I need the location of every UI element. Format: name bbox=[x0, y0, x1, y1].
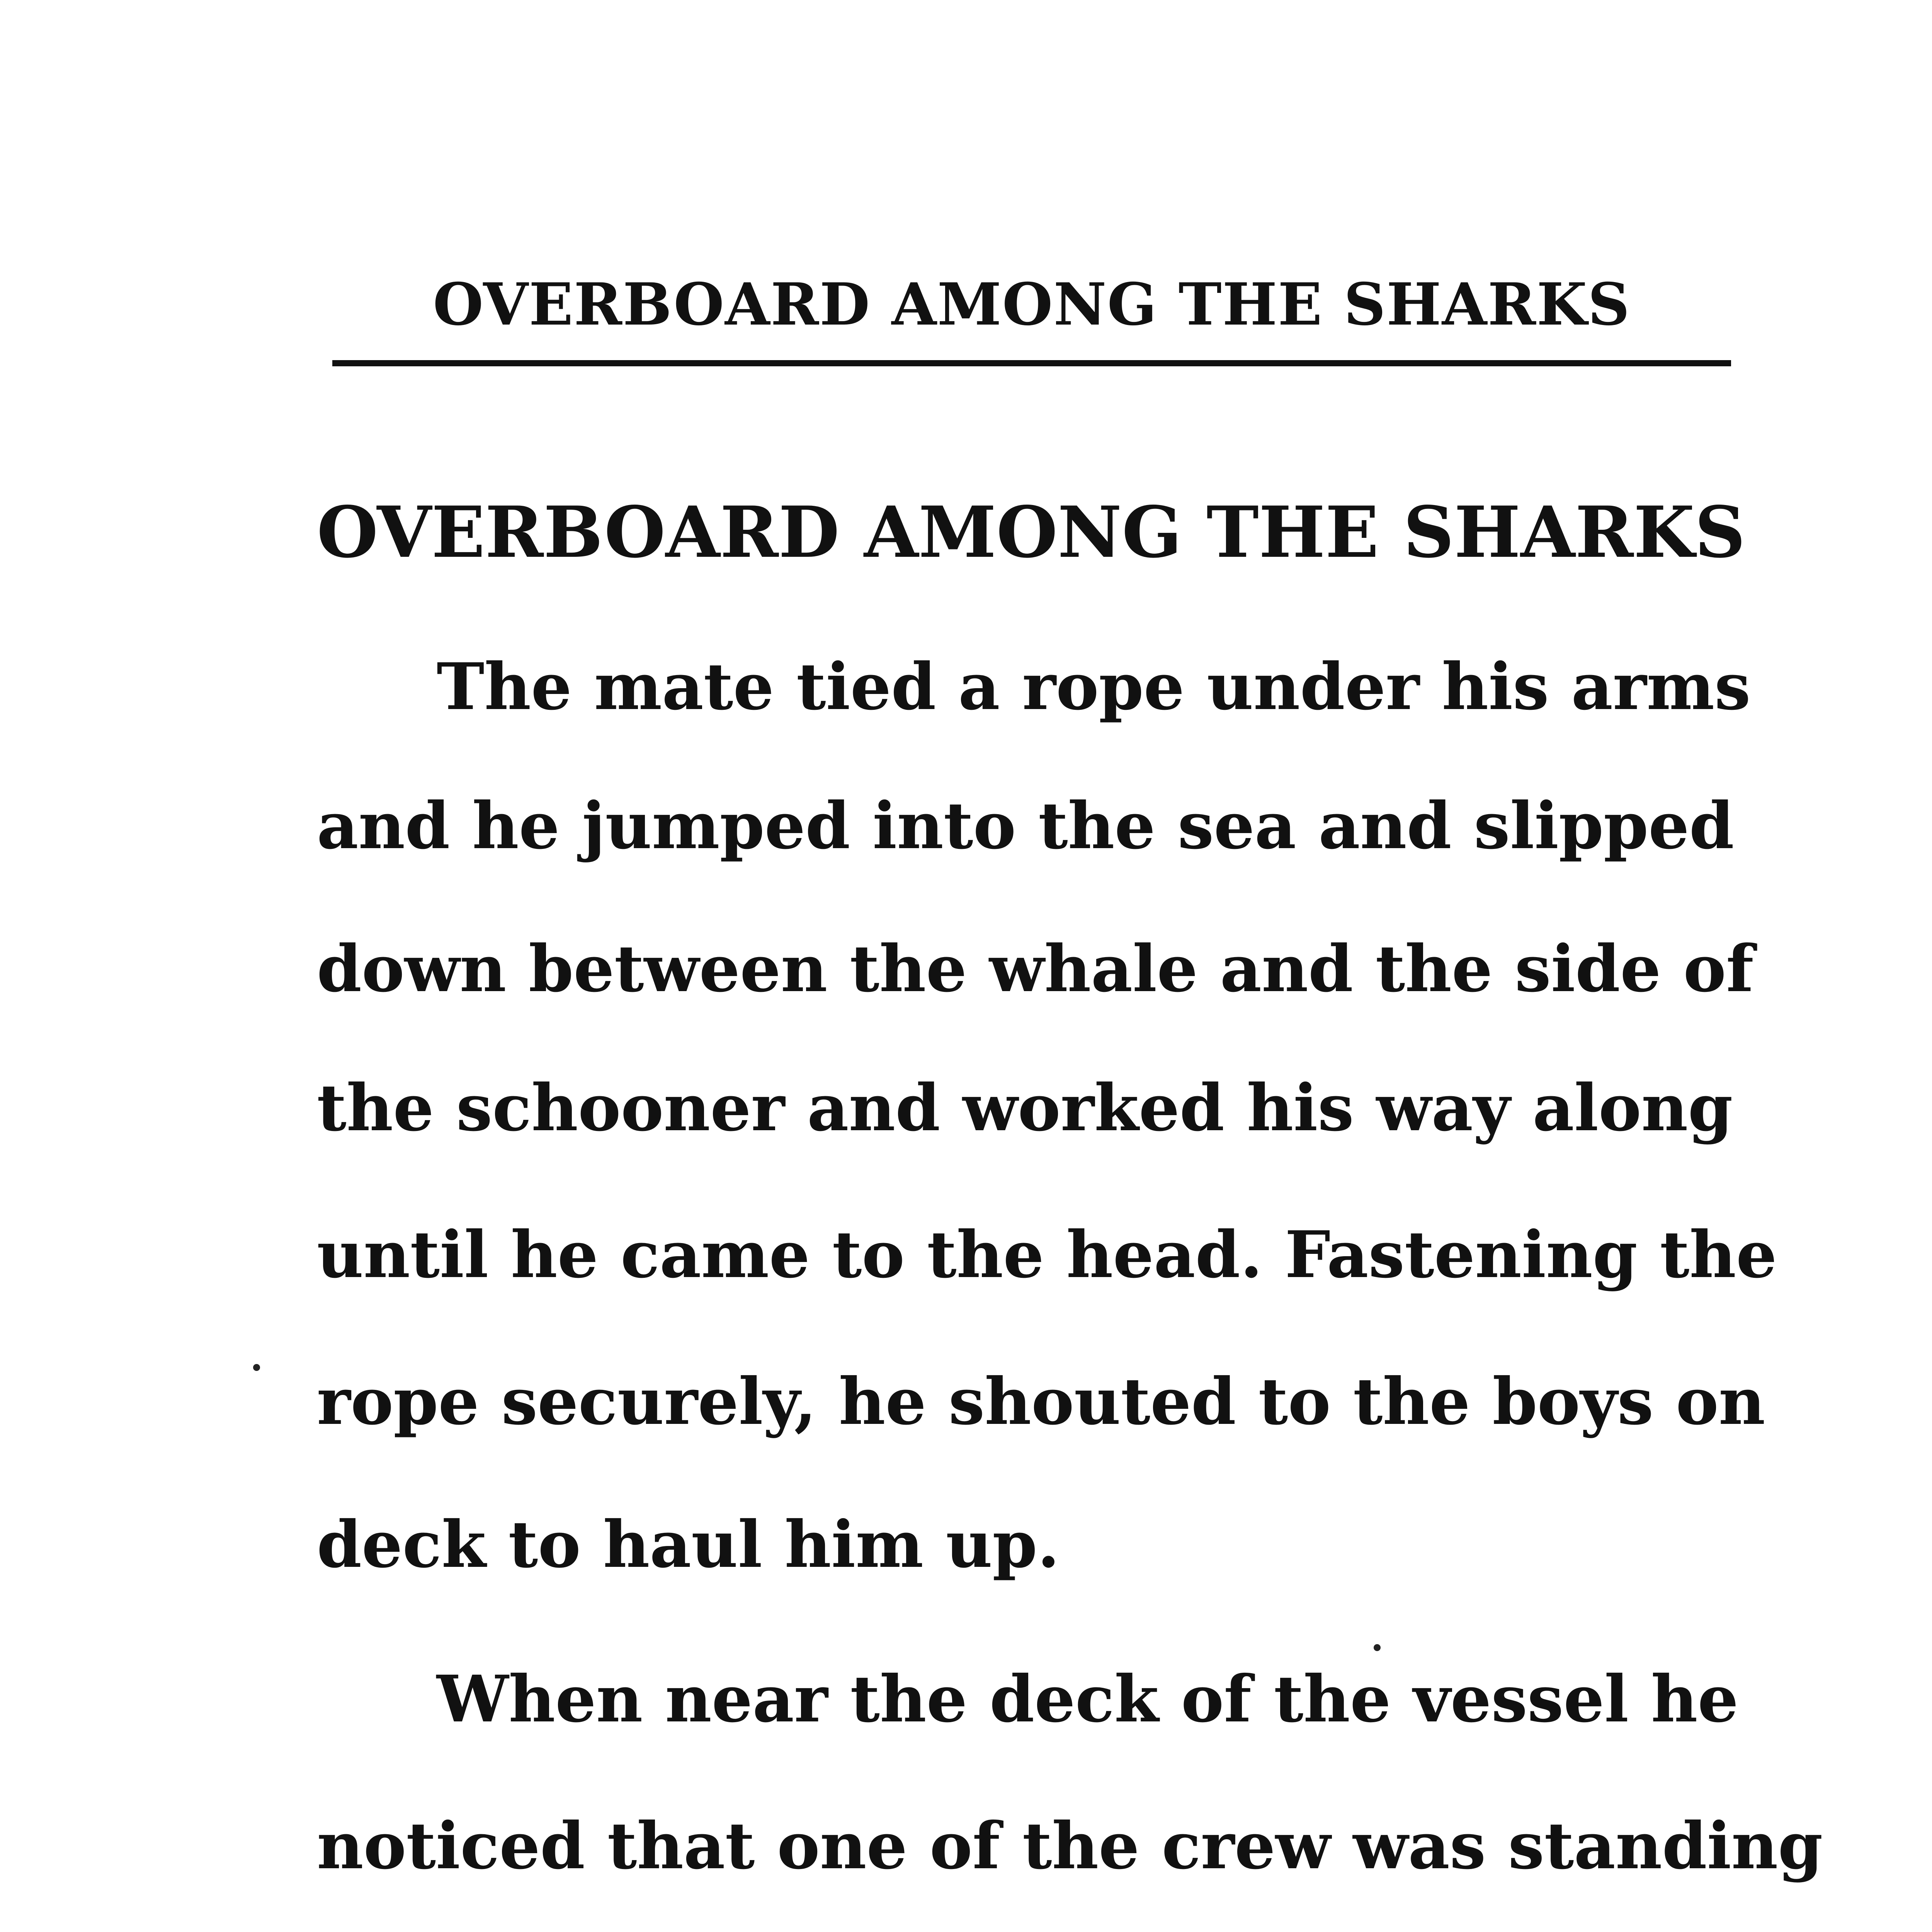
print-speck bbox=[1374, 1644, 1381, 1651]
running-head: OVERBOARD AMONG THE SHARKS bbox=[433, 270, 1631, 338]
text-line: noticed that one of the crew was standing bbox=[317, 1808, 1823, 1884]
text-line: deck to haul him up. bbox=[317, 1507, 1060, 1582]
text-line: When near the deck of the vessel he bbox=[437, 1662, 1739, 1737]
text-line: rope securely, he shouted to the boys on bbox=[317, 1364, 1765, 1439]
text-line: and he jumped into the sea and slipped bbox=[317, 788, 1734, 864]
text-line: down between the whale and the side of bbox=[317, 931, 1754, 1007]
text-line: the schooner and worked his way along bbox=[317, 1070, 1733, 1146]
chapter-title: OVERBOARD AMONG THE SHARKS bbox=[317, 491, 1746, 573]
print-speck bbox=[253, 1364, 260, 1371]
text-line: until he came to the head. Fastening the bbox=[317, 1217, 1777, 1293]
header-rule bbox=[332, 360, 1731, 366]
text-line: The mate tied a rope under his arms bbox=[437, 649, 1751, 724]
